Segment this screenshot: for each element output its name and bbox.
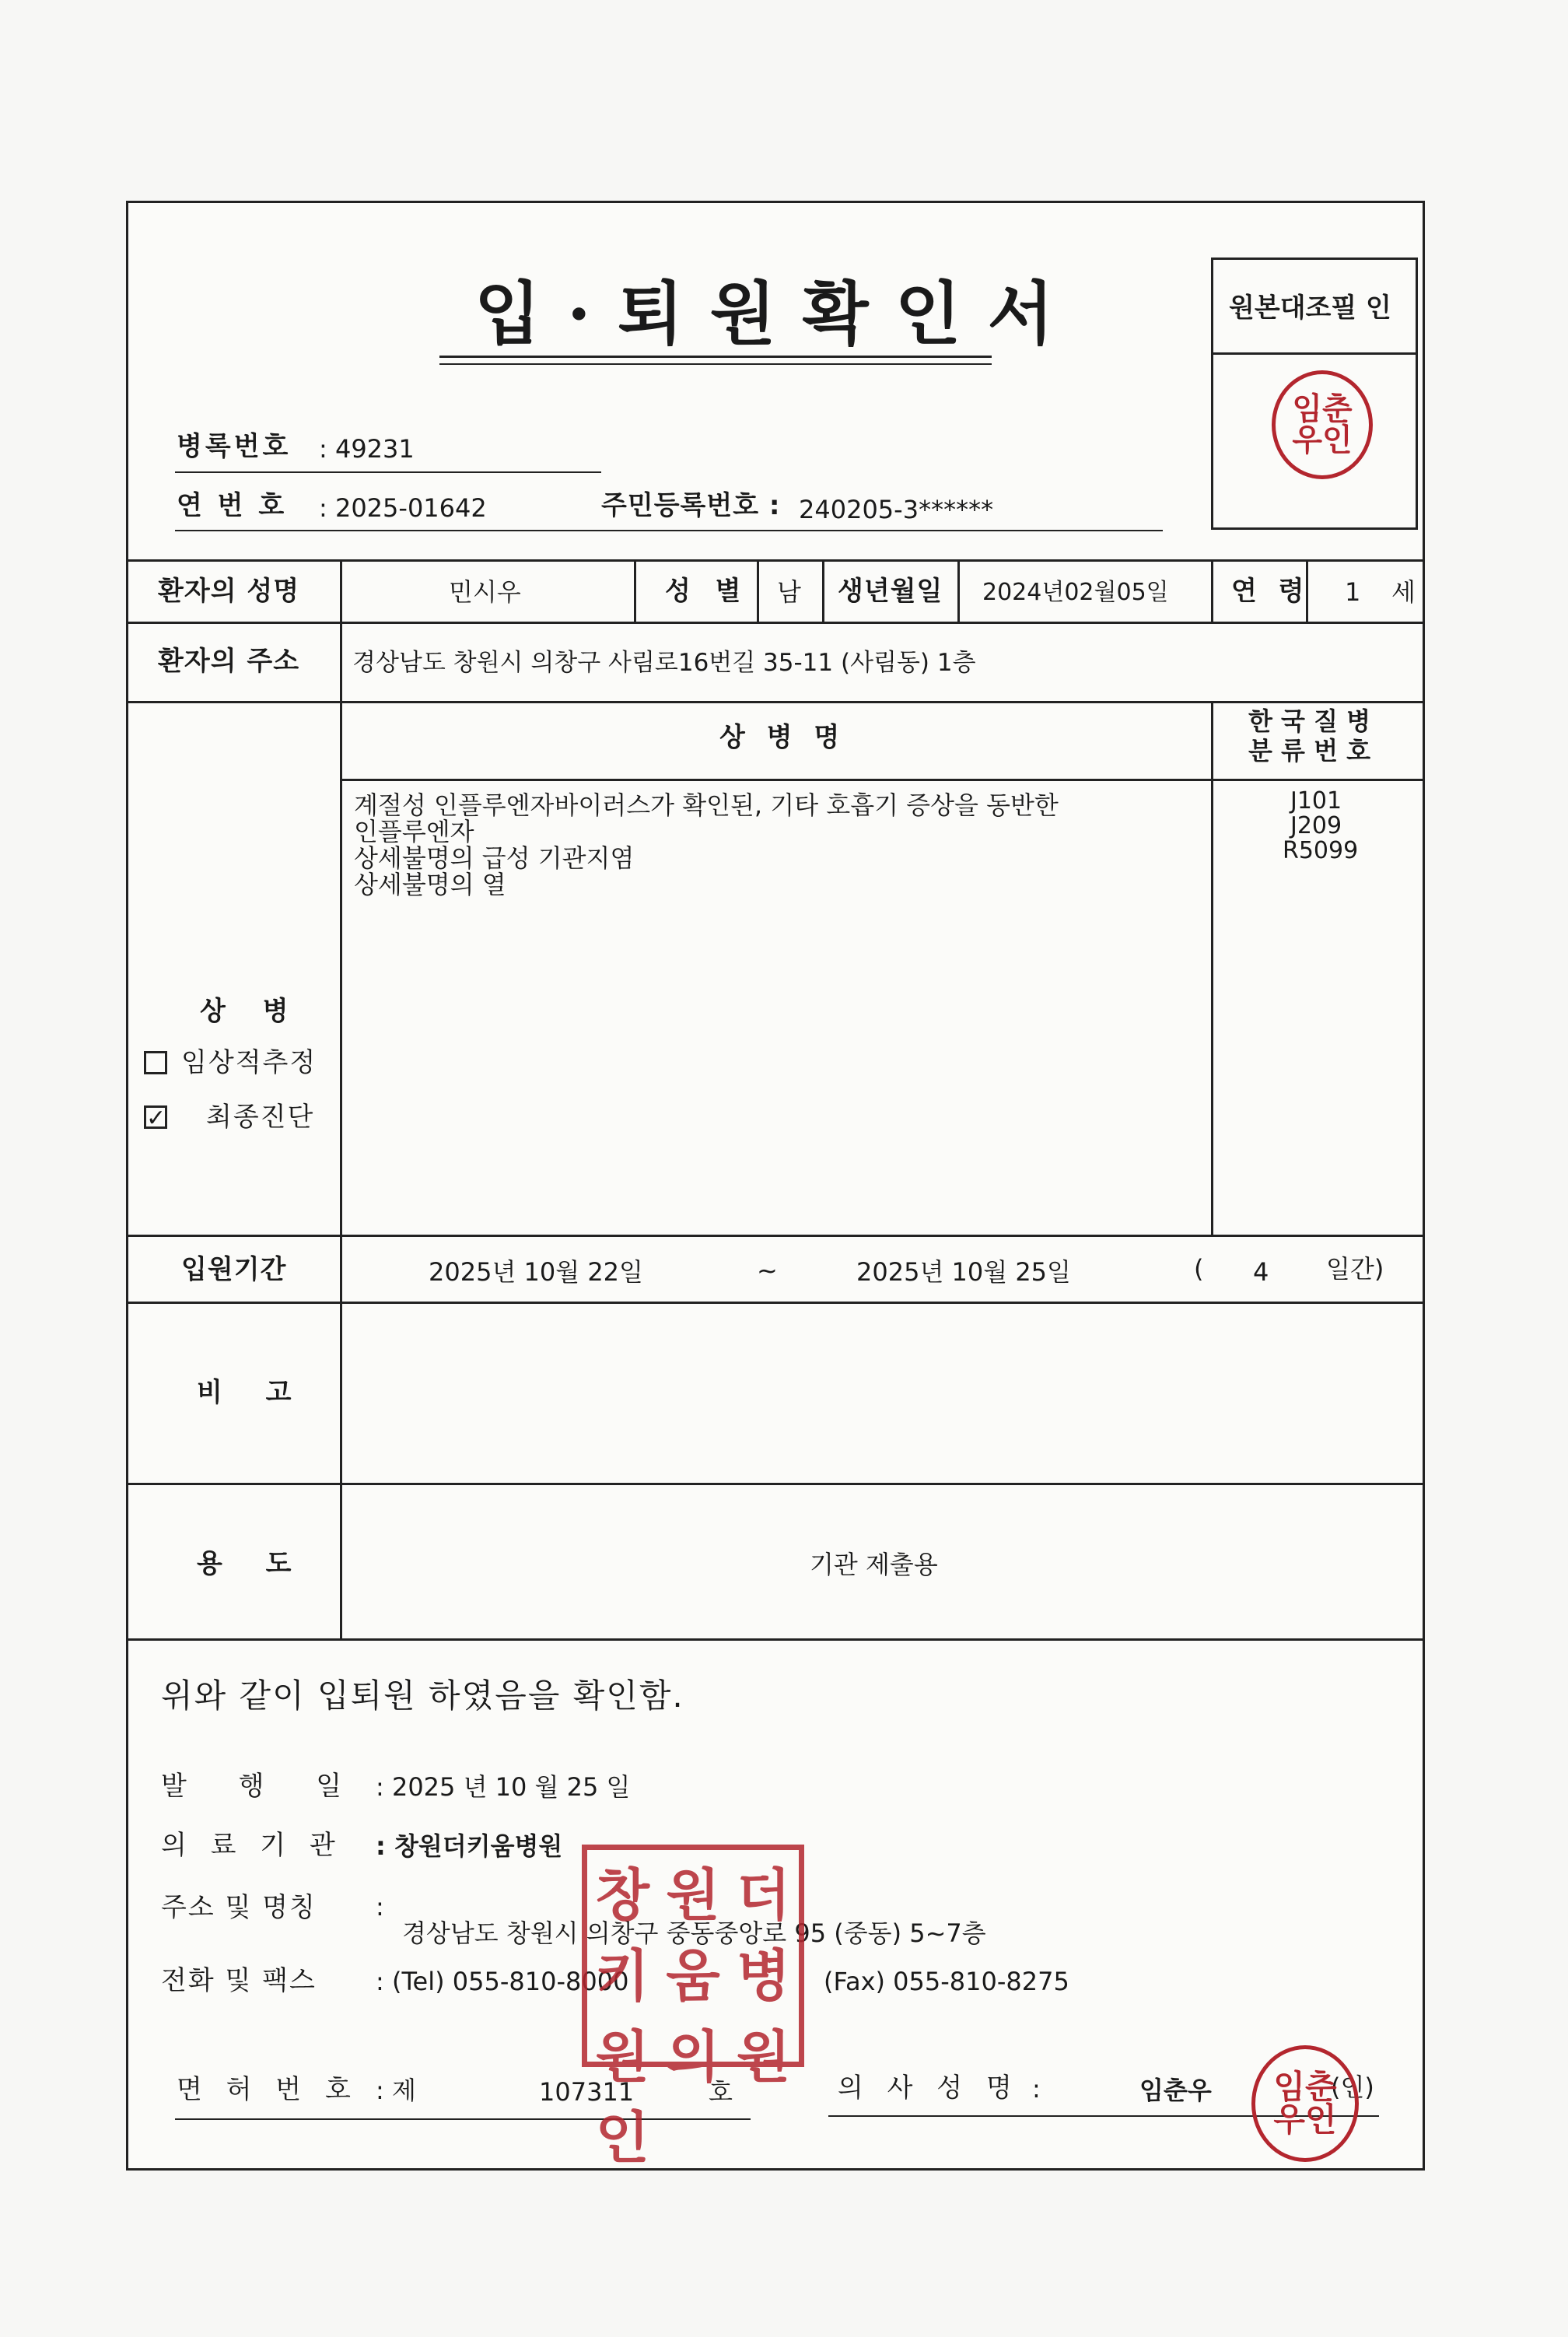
- hospital-seal-glyph: 창: [595, 1862, 650, 1928]
- serial-no-underline: [175, 530, 601, 531]
- hospital-seal-glyph: 원: [595, 2023, 650, 2090]
- license-number: 107311: [539, 2077, 635, 2107]
- diagnosis-code-2: J209: [1290, 812, 1342, 839]
- admission-days: 4: [1253, 1257, 1269, 1287]
- hospital-seal-glyph: 인: [595, 2104, 650, 2171]
- address-label: 환자의 주소: [158, 646, 300, 677]
- patient-name-label: 환자의 성명: [158, 576, 300, 607]
- title-underline: [439, 356, 992, 358]
- diagnosis-code-1: J101: [1290, 787, 1342, 815]
- final-check-mark: ✓: [146, 1105, 166, 1132]
- resident-no-underline: [601, 530, 1163, 531]
- address-value: 경상남도 창원시 의창구 사림로16번길 35-11 (사림동) 1층: [352, 649, 976, 677]
- document-title: 입·퇴원확인서: [474, 273, 1080, 354]
- doctor-seal-bottom: 임춘우인: [1251, 2045, 1359, 2162]
- diagnosis-line-2: 인플루엔자: [354, 817, 474, 846]
- row-line-3: [128, 1235, 1423, 1237]
- phone-value: : (Tel) 055-810-8000: [376, 1967, 629, 1996]
- remarks-label: 비 고: [197, 1377, 309, 1408]
- purpose-label: 용 도: [197, 1548, 309, 1579]
- sex-birth-divider: [822, 559, 824, 623]
- record-no-label: 병록번호: [177, 431, 292, 462]
- doctor-seal-top: 임춘우인: [1272, 370, 1373, 479]
- serial-no-label: 연 번 호: [177, 490, 288, 521]
- row-line-1: [128, 622, 1423, 624]
- doctor-name: 임춘우: [1139, 2076, 1212, 2105]
- issue-date-value: : 2025 년 10 월 25 일: [376, 1772, 631, 1802]
- fax-value: (Fax) 055-810-8275: [824, 1967, 1069, 1996]
- label-column-line: [340, 559, 342, 1641]
- phone-fax-label: 전화 및 팩스: [161, 1965, 317, 1996]
- institution-address: 경상남도 창원시 의창구 중동중앙로 95 (중동) 5~7층: [402, 1918, 986, 1948]
- diagnosis-name-header: 상 병 명: [719, 722, 846, 753]
- admission-tilde: ~: [757, 1256, 778, 1285]
- seal-paren: (인): [1331, 2072, 1374, 2102]
- diagnosis-line-1: 계절성 인플루엔자바이러스가 확인된, 기타 호흡기 증상을 동반한: [354, 790, 1059, 820]
- certificate-document: [126, 201, 1425, 2171]
- serial-no-value: : 2025-01642: [319, 493, 487, 523]
- row-line-2: [128, 701, 1423, 703]
- table-top-border: [128, 559, 1423, 562]
- doctor-label: 의 사 성 명: [838, 2072, 1020, 2104]
- address-name-label: 주소 및 명칭: [161, 1892, 317, 1923]
- diagnosis-code-divider: [1211, 701, 1213, 1236]
- license-prefix: : 제: [376, 2076, 416, 2105]
- hospital-seal-glyph: 키: [595, 1943, 650, 2009]
- sex-value-divider: [757, 559, 759, 623]
- final-checkbox[interactable]: [144, 1105, 167, 1132]
- diagnosis-code-3: R5099: [1283, 837, 1359, 864]
- row-line-4: [128, 1302, 1423, 1304]
- hospital-seal-glyph: 원: [736, 2023, 791, 2090]
- sex-label: 성 별: [665, 576, 749, 607]
- patient-name-value: 민시우: [449, 577, 521, 607]
- admission-paren-open: (: [1194, 1254, 1204, 1284]
- issue-date-label: 발 행 일: [161, 1771, 364, 1802]
- row-line-5: [128, 1483, 1423, 1485]
- hospital-seal-glyph: 의: [666, 2023, 720, 2090]
- title-underline-2: [439, 363, 992, 365]
- final-label: 최종진단: [206, 1102, 315, 1133]
- hospital-seal-glyph: 원: [666, 1862, 720, 1928]
- hospital-seal-glyph: 더: [736, 1862, 791, 1928]
- resident-no-value: 240205-3******: [799, 495, 994, 524]
- birth-label: 생년월일: [838, 576, 943, 607]
- record-no-underline: [175, 471, 601, 473]
- age-value: 1: [1345, 577, 1361, 607]
- diagnosis-header-line: [342, 779, 1423, 781]
- row-line-6: [128, 1638, 1423, 1641]
- sex-value: 남: [777, 577, 801, 607]
- diagnosis-line-4: 상세불명의 열: [354, 870, 506, 899]
- clinical-checkbox[interactable]: [144, 1051, 167, 1074]
- clinical-label: 임상적추정: [181, 1047, 317, 1078]
- original-copy-label: 원본대조필 인: [1229, 293, 1391, 324]
- admission-start: 2025년 10월 22일: [429, 1257, 643, 1287]
- admission-days-unit: 일간): [1326, 1254, 1384, 1284]
- code-header-line1: 한 국 질 병: [1248, 706, 1371, 736]
- confirmation-statement: 위와 같이 입퇴원 하였음을 확인함.: [161, 1677, 684, 1715]
- birth-value: 2024년02월05일: [982, 579, 1169, 606]
- code-header-line2: 분 류 번 호: [1248, 736, 1371, 766]
- doctor-colon: :: [1032, 2074, 1041, 2104]
- record-no-value: : 49231: [319, 434, 415, 464]
- original-copy-divider: [1211, 352, 1418, 355]
- license-suffix: 호: [709, 2077, 733, 2107]
- diagnosis-section-label: 상 병: [200, 996, 303, 1027]
- age-label: 연 령: [1231, 576, 1311, 607]
- admission-end: 2025년 10월 25일: [856, 1257, 1071, 1287]
- name-sex-divider: [634, 559, 636, 623]
- resident-no-label: 주민등록번호 :: [601, 490, 781, 521]
- hospital-seal-glyph: 움: [666, 1943, 720, 2009]
- license-label: 면 허 번 호: [177, 2074, 359, 2105]
- institution-address-colon: :: [376, 1892, 384, 1922]
- birth-value-divider: [957, 559, 960, 623]
- institution-value: : 창원더키움병원: [376, 1831, 563, 1861]
- hospital-seal-glyph: 병: [736, 1943, 791, 2009]
- institution-label: 의 료 기 관: [161, 1830, 343, 1861]
- license-underline: [175, 2118, 751, 2120]
- diagnosis-line-3: 상세불명의 급성 기관지염: [354, 843, 635, 873]
- birth-age-divider: [1211, 559, 1213, 623]
- age-unit: 세: [1391, 577, 1416, 607]
- purpose-value: 기관 제출용: [810, 1550, 938, 1579]
- admission-label: 입원기간: [181, 1254, 287, 1285]
